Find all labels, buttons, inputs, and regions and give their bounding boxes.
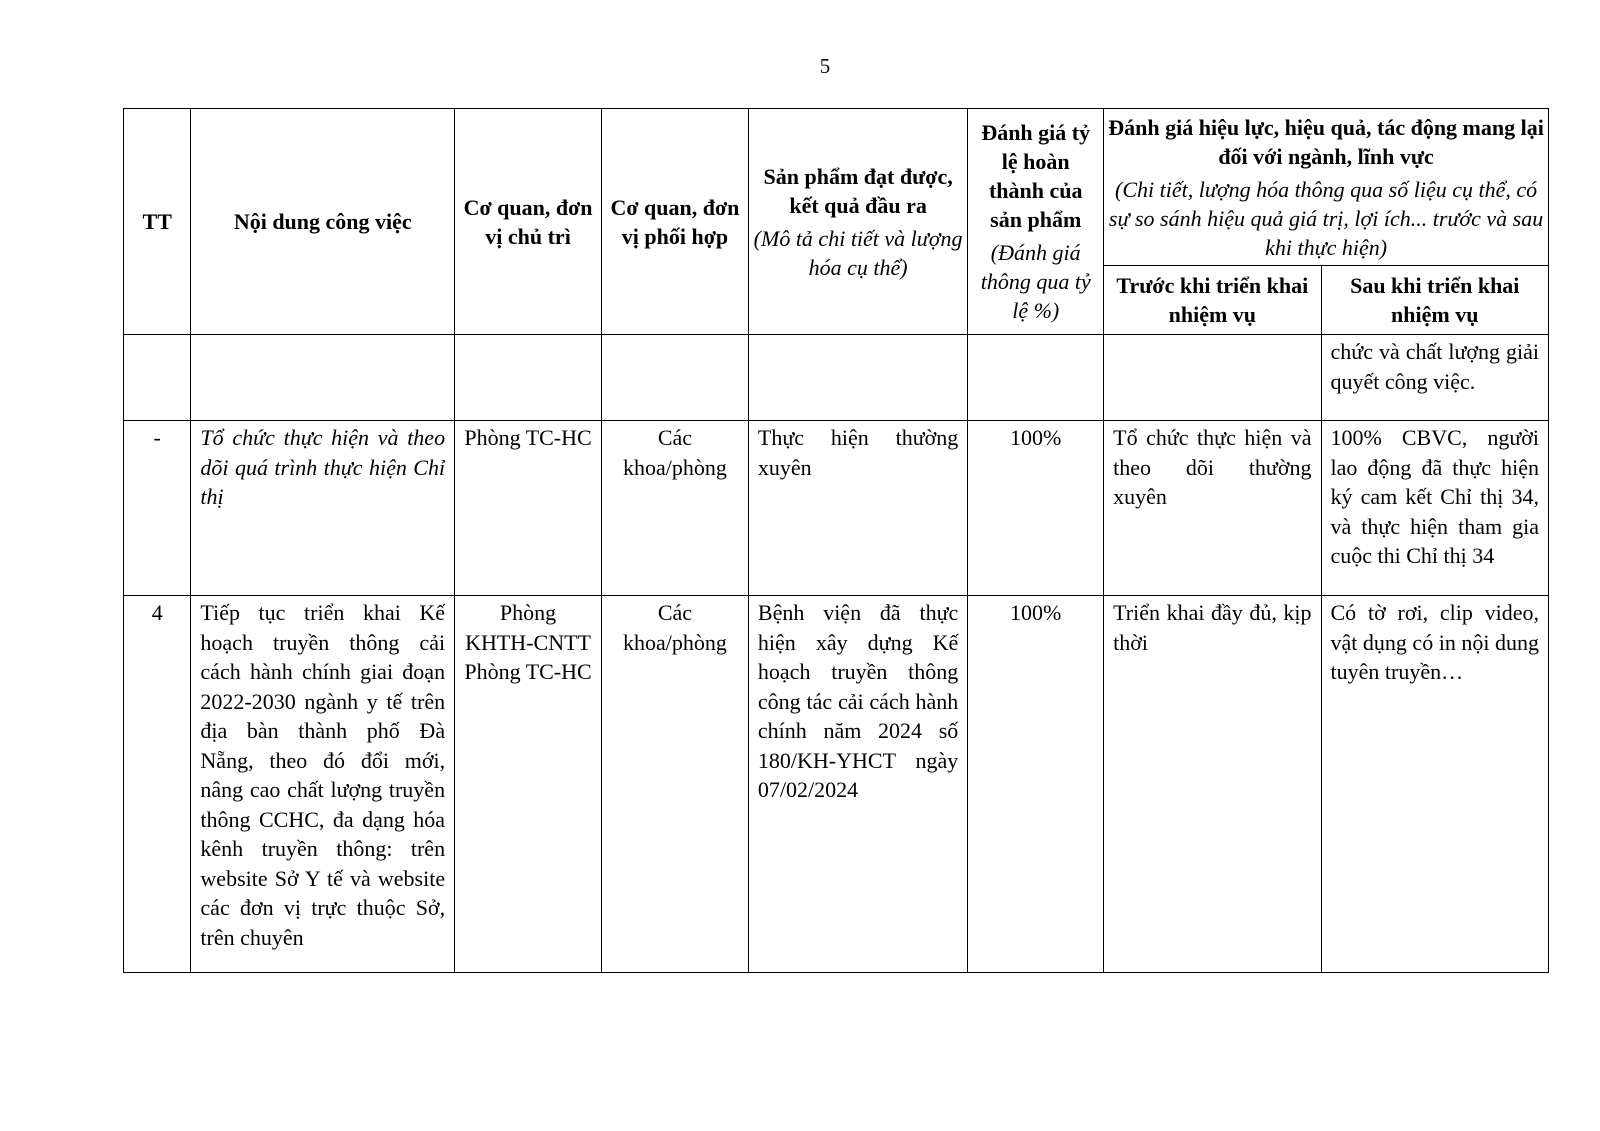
header-product-note: (Mô tả chi tiết và lượng hóa cụ thể) [753, 225, 963, 280]
cell-product: Bệnh viện đã thực hiện xây dựng Kế hoạch truyền thông công tác cải cách hành chính năm 2024 số 180/KH-YHCT ngày 07/02/2024 [748, 596, 967, 973]
cell-content-text: Tiếp tục triển khai Kế hoạch truyền thông cải cách hành chính giai đoạn 2022-2030 ngành y tế trên địa bàn thành phố Đà Nẵng, theo đó đổi mới, nâng cao chất lượng truyền thông CCHC, đa dạng hóa kênh truyền thông: trên website Sở Y tế và website các đơn vị trực thuộc Sở, trên chuyên [200, 600, 446, 950]
cell-rate: 100% [968, 596, 1104, 973]
header-tt: TT [124, 109, 191, 335]
cell-rate [968, 335, 1104, 421]
cell-lead: Phòng TC-HC [455, 421, 602, 596]
header-product [748, 109, 967, 335]
cell-tt [124, 335, 191, 421]
cell-tt: 4 [124, 596, 191, 973]
cell-coordinate: Các khoa/phòng [602, 421, 749, 596]
header-impact [1104, 109, 1549, 266]
header-row [124, 109, 1549, 266]
header-lead-agency: Cơ quan, đơn vị chủ trì [455, 109, 602, 335]
header-before: Trước khi triển khai nhiệm vụ [1104, 266, 1321, 335]
cell-content [191, 335, 455, 421]
cell-content [191, 596, 455, 973]
table-row [124, 596, 1549, 973]
cell-content: Tổ chức thực hiện và theo dõi quá trình thực hiện Chỉ thị [191, 421, 455, 596]
cell-product [748, 335, 967, 421]
table-row [124, 421, 1549, 596]
report-table [123, 108, 1549, 973]
header-product-title: Sản phẩm đạt được, kết quả đầu ra [763, 163, 953, 218]
cell-before: Triển khai đầy đủ, kịp thời [1104, 596, 1321, 973]
cell-product: Thực hiện thường xuyên [748, 421, 967, 596]
cell-lead-primary: Phòng KHTH-CNTT [465, 600, 591, 655]
header-completion-rate [968, 109, 1104, 335]
cell-lead [455, 335, 602, 421]
cell-before [1104, 335, 1321, 421]
cell-after: Có tờ rơi, clip video, vật dụng có in nội dung tuyên truyền… [1321, 596, 1549, 973]
cell-after: chức và chất lượng giải quyết công việc. [1321, 335, 1549, 421]
header-rate-note: (Đánh giá thông qua tỷ lệ %) [980, 240, 1091, 323]
header-rate-title: Đánh giá tỷ lệ hoàn thành của sản phẩm [981, 120, 1091, 232]
header-after: Sau khi triển khai nhiệm vụ [1321, 266, 1549, 335]
cell-coordinate [602, 335, 749, 421]
cell-rate: 100% [968, 421, 1104, 596]
cell-lead-secondary: Phòng TC-HC [464, 659, 592, 684]
page-number: 5 [819, 54, 831, 78]
cell-before: Tổ chức thực hiện và theo dõi thường xuyên [1104, 421, 1321, 596]
header-impact-title: Đánh giá hiệu lực, hiệu quả, tác động mang lại đối với ngành, lĩnh vực [1108, 114, 1544, 169]
cell-after: 100% CBVC, người lao động đã thực hiện ký cam kết Chỉ thị 34, và thực hiện tham gia cuộc thi Chỉ thị 34 [1321, 421, 1549, 596]
header-content: Nội dung công việc [191, 109, 455, 335]
header-impact-note: (Chi tiết, lượng hóa thông qua số liệu cụ thể, có sự so sánh hiệu quả giá trị, lợi ích... trước và sau khi thực hiện) [1108, 176, 1544, 260]
header-coordinating-agency: Cơ quan, đơn vị phối hợp [602, 109, 749, 335]
table-row [124, 335, 1549, 421]
cell-tt: - [124, 421, 191, 596]
cell-lead [455, 596, 602, 973]
cell-coordinate: Các khoa/phòng [602, 596, 749, 973]
